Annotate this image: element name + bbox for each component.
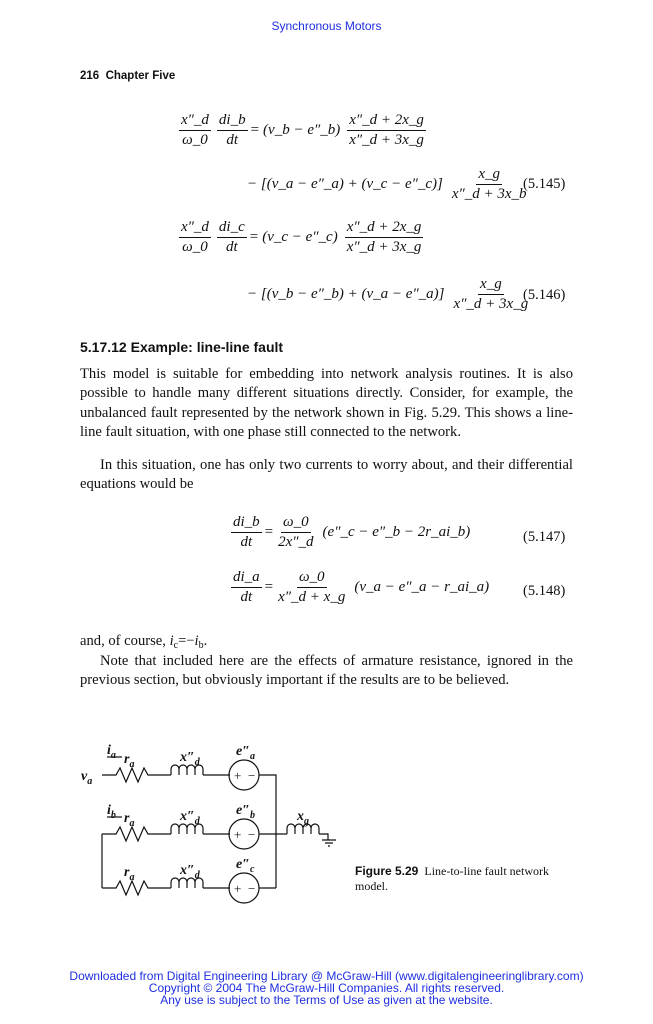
svg-text:ia: $i_a$ xyxy=(107,743,116,761)
denominator: dt xyxy=(226,132,239,148)
fraction xyxy=(276,569,347,606)
equation-5-145-line2 xyxy=(243,166,532,203)
numerator: x_g xyxy=(478,276,504,295)
fraction xyxy=(179,219,211,256)
ground-icon xyxy=(322,840,336,846)
fraction xyxy=(347,112,426,149)
figure-number: Figure 5.29 xyxy=(355,864,419,878)
fraction xyxy=(345,219,424,256)
section-heading: 5.17.12 Example: line-line fault xyxy=(80,339,284,355)
numerator: x_g xyxy=(476,166,502,185)
footer-download-link[interactable]: Downloaded from Digital Engineering Library @ McGraw-Hill (www.digitalengineeringlibrary.com) xyxy=(69,969,584,983)
expression: − [(v_a − e″_a) + (v_c − e″_c)] xyxy=(247,176,443,192)
wire xyxy=(102,881,171,895)
equation-5-145-line1 xyxy=(176,112,429,149)
footer-terms-link[interactable]: Any use is subject to the Terms of Use as given at the website. xyxy=(160,993,493,1007)
relation: = xyxy=(250,122,260,138)
denominator: dt xyxy=(240,589,253,605)
svg-text:va: $v_a$ xyxy=(81,769,93,787)
expression: (v_a − e″_a − r_ai_a) xyxy=(354,579,490,595)
circuit-diagram xyxy=(60,730,350,920)
relation: = xyxy=(264,579,274,595)
fraction xyxy=(217,219,247,256)
svg-text:ib: $i_b$ xyxy=(107,803,116,821)
denominator: x″_d + x_g xyxy=(278,589,346,605)
equation-number: (5.147) xyxy=(523,529,566,545)
svg-text:+: + xyxy=(234,881,242,896)
equation-5-146-line1 xyxy=(176,219,426,256)
fraction xyxy=(452,276,531,313)
expression: (v_b − e″_b) xyxy=(263,122,341,138)
figure-caption xyxy=(355,864,555,894)
fraction xyxy=(179,112,211,149)
paragraph: Note that included here are the effects of armature resistance, ignored in the previous section, but obviously important if the results are to be believed. xyxy=(80,653,573,689)
denominator: x″_d + 3x_g xyxy=(346,239,422,255)
fraction xyxy=(231,514,262,551)
svg-text:−: − xyxy=(248,881,256,896)
svg-text:+: + xyxy=(234,827,242,842)
svg-text:ra: $r_a$ xyxy=(124,811,135,829)
equation-number: (5.148) xyxy=(523,583,566,599)
paragraph: In this situation, one has only two currents to worry about, and their differential equations would be xyxy=(80,457,573,493)
denominator: ω_0 xyxy=(182,132,208,148)
numerator: ω_0 xyxy=(297,569,327,588)
svg-text:x″d: $x''_d$ xyxy=(180,863,200,881)
fraction xyxy=(450,166,529,203)
numerator: di_b xyxy=(217,112,248,131)
footer-copyright: Copyright © 2004 The McGraw-Hill Companies. All rights reserved. xyxy=(148,981,505,995)
expression: (v_c − e″_c) xyxy=(262,229,338,245)
fraction xyxy=(276,514,315,551)
numerator: x″_d xyxy=(179,112,211,131)
wire xyxy=(102,768,171,782)
denominator: dt xyxy=(240,534,253,550)
expression: − [(v_b − e″_b) + (v_a − e″_a)] xyxy=(247,286,445,302)
svg-text:e″a: $e''_a$ xyxy=(236,744,255,762)
svg-text:x″d: $x''_d$ xyxy=(180,809,200,827)
figure-caption-text: Line-to-line fault network model. xyxy=(355,864,549,893)
svg-text:e″c: $e''_c$ xyxy=(236,857,255,875)
relation: = xyxy=(264,524,274,540)
denominator: x″_d + 3x_g xyxy=(453,296,529,312)
wire xyxy=(259,775,276,888)
denominator: 2x″_d xyxy=(278,534,314,550)
inductor-icon xyxy=(171,765,230,775)
numerator: x″_d xyxy=(179,219,211,238)
fraction xyxy=(217,112,248,149)
svg-text:e″b: $e''_b$ xyxy=(236,803,255,821)
svg-text:xg: $x_g$ xyxy=(297,809,309,827)
paragraph: This model is suitable for embedding into network analysis routines. It is also possible to handle many different situations directly. Consider, for example, the unbalanced fault represented by the network shown in Fig. 5.29. This shows a line-line fault situation, with one phase still connected to the network. xyxy=(80,366,573,441)
svg-text:−: − xyxy=(248,827,256,842)
numerator: di_b xyxy=(231,514,262,533)
paragraph: and, of course, $i_c=-i_b$. xyxy=(80,633,208,651)
svg-text:x″d: $x''_d$ xyxy=(180,750,200,768)
inductor-icon xyxy=(171,878,230,888)
denominator: ω_0 xyxy=(182,239,208,255)
numerator: x″_d + 2x_g xyxy=(347,112,426,131)
wire xyxy=(102,827,171,888)
numerator: x″_d + 2x_g xyxy=(345,219,424,238)
chapter-header xyxy=(80,70,175,82)
svg-text:ra: $r_a$ xyxy=(124,865,135,883)
expression: (e″_c − e″_b − 2r_ai_b) xyxy=(322,524,471,540)
fraction xyxy=(231,569,262,606)
equation-number: (5.146) xyxy=(523,287,566,303)
chapter-title: Chapter Five xyxy=(105,70,176,82)
equation-5-147 xyxy=(228,514,474,551)
running-title: Synchronous Motors xyxy=(271,19,382,33)
relation: = xyxy=(249,229,259,245)
equation-5-146-line2 xyxy=(243,276,533,313)
inductor-icon xyxy=(171,824,230,834)
svg-text:+: + xyxy=(234,768,242,783)
svg-text:−: − xyxy=(248,768,256,783)
numerator: di_a xyxy=(231,569,262,588)
equation-number: (5.145) xyxy=(523,176,566,192)
denominator: x″_d + 3x_b xyxy=(451,186,527,202)
svg-text:ra: $r_a$ xyxy=(124,752,135,770)
numerator: di_c xyxy=(217,219,247,238)
denominator: x″_d + 3x_g xyxy=(349,132,424,148)
denominator: dt xyxy=(225,239,238,255)
page-number: 216 xyxy=(80,70,100,82)
numerator: ω_0 xyxy=(281,514,311,533)
equation-5-148 xyxy=(228,569,493,606)
